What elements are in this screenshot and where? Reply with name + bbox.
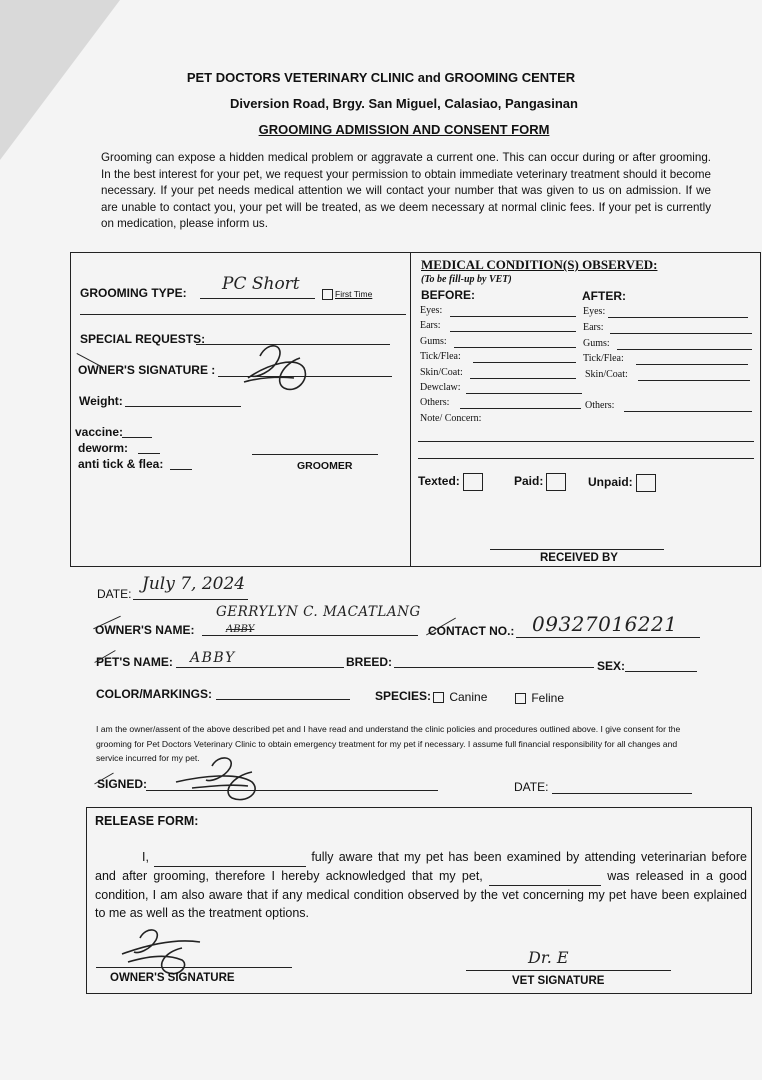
feline-box[interactable] [515, 693, 526, 704]
owner-name-value: GERRYLYN C. MACATLANG [216, 604, 421, 620]
release-text-3: was released in a good condition, I am also aware that if any medical condition observed by the vet concerning my pet have been explained to me as well as the treatment options. [95, 869, 747, 920]
received-by-label: RECEIVED BY [540, 552, 618, 564]
before-eyes-field[interactable] [450, 316, 576, 317]
signed-signature-scribble [172, 752, 278, 808]
feline-label: Feline [531, 691, 565, 705]
feline-option[interactable] [515, 691, 564, 705]
before-skincoat-field[interactable] [470, 378, 576, 379]
signed-date-label: DATE: [514, 780, 549, 794]
after-eyes-label: Eyes: [583, 306, 606, 317]
paid-box[interactable] [546, 473, 566, 491]
vet-signature-value: Dr. E [528, 948, 569, 967]
after-tickflea-label: Tick/Flea: [583, 353, 624, 364]
canine-option[interactable] [433, 690, 487, 704]
paid-checkbox[interactable] [514, 473, 566, 491]
before-ears-field[interactable] [450, 331, 576, 332]
grooming-type-field[interactable] [200, 298, 315, 299]
release-text-1: I, [142, 850, 149, 864]
paid-label: Paid: [514, 474, 544, 489]
special-requests-label: SPECIAL REQUESTS: [80, 332, 206, 346]
after-label: AFTER: [582, 289, 626, 303]
antitick-field[interactable] [170, 469, 192, 470]
before-gums-field[interactable] [454, 347, 576, 348]
pet-name-label: PET'S NAME: [96, 655, 173, 669]
vaccine-field[interactable] [122, 437, 152, 438]
first-time-checkbox[interactable] [322, 289, 372, 300]
consent-paragraph: I am the owner/assent of the above described pet and I have read and understand the clinic policies and procedures outlined above. I give consent for the grooming for Pet Doctors Veterinary Clinic to obtain emergency treatment for my pet if necessary. I assume full financial responsibility for all changes and service incurred for my pet. [96, 724, 681, 763]
after-ears-label: Ears: [583, 322, 604, 333]
first-time-box[interactable] [322, 289, 333, 300]
vaccine-label: vaccine: [75, 425, 124, 439]
vet-signature-field[interactable] [466, 970, 671, 971]
note-line-2[interactable] [418, 458, 754, 459]
species-label: SPECIES: [375, 689, 432, 703]
weight-label: Weight: [79, 394, 123, 408]
grooming-type-extra-line [80, 314, 406, 315]
after-others-label: Others: [585, 400, 615, 411]
breed-label: BREED: [346, 655, 393, 669]
release-title: RELEASE FORM: [95, 814, 199, 828]
owner-signature-scribble [238, 338, 338, 404]
before-dewclaw-field[interactable] [466, 393, 582, 394]
deworm-label: deworm: [78, 441, 129, 455]
before-label: BEFORE: [421, 288, 475, 302]
before-eyes-label: Eyes: [420, 305, 443, 316]
owner-name-field[interactable] [202, 635, 418, 636]
color-markings-label: COLOR/MARKINGS: [96, 687, 212, 701]
before-tickflea-field[interactable] [473, 362, 576, 363]
after-skincoat-field[interactable] [638, 380, 750, 381]
before-skincoat-label: Skin/Coat: [420, 367, 463, 378]
medical-title: MEDICAL CONDITION(S) OBSERVED: [421, 257, 658, 272]
unpaid-box[interactable] [636, 474, 656, 492]
after-gums-label: Gums: [583, 338, 610, 349]
groomer-signature-field[interactable] [252, 454, 378, 455]
intro-paragraph: Grooming can expose a hidden medical problem or aggravate a current one. This can occur during or after grooming. In the best interest for your pet, we request your permission to obtain immediate veterinary treatment should it become necessary. If your pet needs medical attention we will contact your number that was given to us on admission. If we are unable to contact you, your pet will be treated, as we deem necessary at normal clinic fees. If your pet is currently on medication, please inform us. [101, 151, 711, 230]
after-ears-field[interactable] [610, 333, 752, 334]
unpaid-checkbox[interactable] [588, 474, 656, 492]
column-divider [410, 252, 411, 567]
received-by-field[interactable] [490, 549, 664, 550]
color-markings-field[interactable] [216, 699, 350, 700]
before-others-field[interactable] [460, 408, 581, 409]
pet-name-field[interactable] [176, 667, 344, 668]
unpaid-label: Unpaid: [588, 475, 633, 490]
signed-date-field[interactable] [552, 793, 692, 794]
texted-label: Texted: [418, 474, 460, 489]
release-owner-signature-label: OWNER'S SIGNATURE [110, 972, 235, 984]
form-title: GROOMING ADMISSION AND CONSENT FORM [258, 122, 550, 137]
owner-signature-label: OWNER'S SIGNATURE : [78, 363, 216, 377]
note-concern-label: Note/ Concern: [420, 413, 482, 424]
signed-label: SIGNED: [97, 777, 148, 791]
weight-field[interactable] [125, 406, 241, 407]
deworm-field[interactable] [138, 453, 160, 454]
before-gums-label: Gums: [420, 336, 447, 347]
release-owner-name-field[interactable] [154, 848, 306, 867]
canine-box[interactable] [433, 692, 444, 703]
before-ears-label: Ears: [420, 320, 441, 331]
after-skincoat-label: Skin/Coat: [585, 369, 628, 380]
owner-name-crossed: ABBY [226, 624, 255, 635]
before-dewclaw-label: Dewclaw: [420, 382, 461, 393]
owner-name-label: OWNER'S NAME: [95, 623, 195, 637]
grooming-type-value: PC Short [222, 274, 300, 294]
contact-field[interactable] [516, 637, 700, 638]
first-time-label: First Time [335, 289, 373, 299]
clinic-address: Diversion Road, Brgy. San Miguel, Calasiao, Pangasinan [230, 96, 578, 111]
date-value: July 7, 2024 [142, 574, 246, 594]
pet-name-value: ABBY [190, 650, 236, 666]
after-gums-field[interactable] [617, 349, 752, 350]
after-others-field[interactable] [624, 411, 752, 412]
vet-signature-label: VET SIGNATURE [512, 975, 605, 987]
release-pet-name-field[interactable] [489, 867, 601, 886]
medical-subtitle: (To be fill-up by VET) [421, 274, 512, 285]
sex-field[interactable] [625, 671, 697, 672]
date-label: DATE: [97, 587, 132, 601]
breed-field[interactable] [394, 667, 594, 668]
after-tickflea-field[interactable] [636, 364, 748, 365]
release-owner-signature-field[interactable] [96, 967, 292, 968]
antitick-label: anti tick & flea: [78, 457, 164, 471]
date-field[interactable] [133, 599, 248, 600]
clinic-name: PET DOCTORS VETERINARY CLINIC and GROOMING CENTER [186, 70, 576, 85]
release-text-2: fully aware that my pet has been examined by attending veterinarian before and after grooming, therefore I hereby acknowledged that my pet, [95, 850, 747, 883]
texted-checkbox[interactable] [418, 473, 483, 491]
groomer-label: GROOMER [297, 460, 353, 472]
grooming-type-label: GROOMING TYPE: [80, 286, 187, 300]
contact-label: CONTACT NO.: [428, 624, 515, 638]
contact-value: 09327016221 [532, 612, 678, 636]
after-eyes-field[interactable] [608, 317, 748, 318]
before-tickflea-label: Tick/Flea: [420, 351, 461, 362]
sex-label: SEX: [597, 659, 626, 673]
release-paragraph [95, 848, 747, 922]
texted-box[interactable] [463, 473, 483, 491]
note-line-1[interactable] [418, 441, 754, 442]
before-others-label: Others: [420, 397, 450, 408]
canine-label: Canine [449, 690, 488, 704]
